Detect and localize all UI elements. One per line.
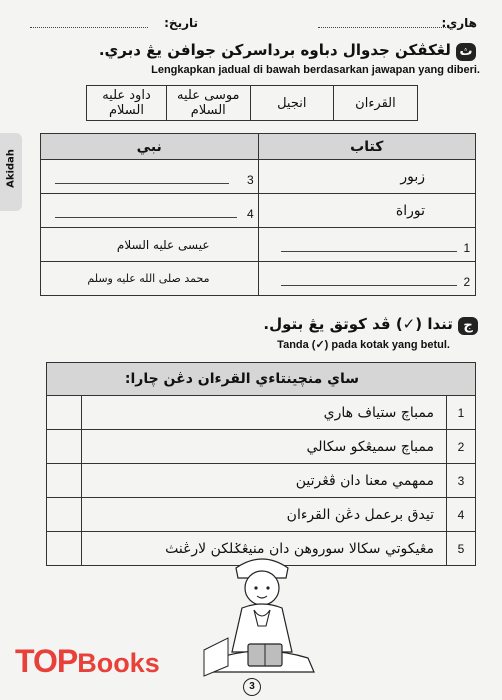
answer-line[interactable] <box>55 216 237 218</box>
checklist-table <box>46 362 476 566</box>
row-number: 3 <box>447 464 476 498</box>
answer-cell-2[interactable] <box>258 262 476 296</box>
section1-badge: ث <box>456 43 476 61</box>
answer-line[interactable] <box>281 250 457 252</box>
checkbox[interactable] <box>47 498 82 532</box>
answer-number: 4 <box>247 207 254 221</box>
answer-cell-4[interactable] <box>41 194 259 228</box>
answer-line[interactable] <box>55 182 229 184</box>
checklist-text: مڠيكوتي سكالا سوروهن دان منيڠݢلكن لارڠنث <box>82 532 447 566</box>
word-bank-item: القرءان <box>333 86 417 121</box>
logo-top: TOP <box>15 643 78 679</box>
section1-title-jawi: لڠكڤكن جدوال دباوه برداسركن جوافن يڠ دبري. <box>98 41 451 59</box>
row-number: 5 <box>447 532 476 566</box>
boy-praying-illustration <box>198 548 328 680</box>
logo-books: Books <box>77 648 160 678</box>
checklist-text: ممباچ سميڠكو سكالي <box>82 430 447 464</box>
word-bank-item: انجيل <box>250 86 333 121</box>
checklist-text: ممهمي معنا دان ڤڠرتين <box>82 464 447 498</box>
checkbox[interactable] <box>47 430 82 464</box>
answer-number: 3 <box>247 173 254 187</box>
header-prophet: نبي <box>41 134 259 160</box>
checklist-text: تيدق برعمل دڠن القرءان <box>82 498 447 532</box>
answer-line[interactable] <box>281 284 457 286</box>
section2-heading <box>178 314 478 335</box>
page-number: 3 <box>243 678 261 696</box>
answer-cell-1[interactable] <box>258 228 476 262</box>
checklist-header: ساي منچينتاءي القرءان دڠن چارا: <box>47 363 476 396</box>
prophet-muhammad: محمد صلى الله عليه وسلم <box>41 262 259 296</box>
side-tab-akidah <box>0 133 22 211</box>
checkbox[interactable] <box>47 532 82 566</box>
book-prophet-table <box>40 133 476 296</box>
date-label: تاريخ: <box>164 16 198 30</box>
prophet-isa: عيسى عليه السلام <box>41 228 259 262</box>
checklist-row <box>47 464 476 498</box>
checklist-row <box>47 430 476 464</box>
checkbox[interactable] <box>47 396 82 430</box>
section2-badge: ج <box>458 317 478 335</box>
section2-title-malay: Tanda (✓) pada kotak yang betul. <box>277 339 450 351</box>
checklist-row <box>47 498 476 532</box>
answer-number: 2 <box>463 275 471 289</box>
book-taurat: توراة <box>258 194 476 228</box>
checkbox[interactable] <box>47 464 82 498</box>
section1-heading <box>36 40 476 61</box>
word-bank-item: موسى عليه السلام <box>166 86 250 121</box>
answer-number: 1 <box>463 241 471 255</box>
side-tab-label: Akidah <box>5 149 17 188</box>
answer-cell-3[interactable] <box>41 160 259 194</box>
checklist-text: ممباچ ستياف هاري <box>82 396 447 430</box>
word-bank-item: داود عليه السلام <box>87 86 167 121</box>
topbooks-logo <box>15 643 160 680</box>
section2-title-jawi: تندا (✓) ڤد كوتق يڠ بتول. <box>263 315 453 333</box>
book-zabur: زبور <box>258 160 476 194</box>
checklist-row <box>47 396 476 430</box>
header-book: كتاب <box>258 134 476 160</box>
row-number: 2 <box>447 430 476 464</box>
date-blank <box>30 27 148 28</box>
row-number: 4 <box>447 498 476 532</box>
word-bank <box>86 85 418 121</box>
day-blank <box>318 27 452 28</box>
row-number: 1 <box>447 396 476 430</box>
day-label: هاري: <box>441 16 477 30</box>
section1-title-malay: Lengkapkan jadual di bawah berdasarkan jawapan yang diberi. <box>151 64 480 76</box>
